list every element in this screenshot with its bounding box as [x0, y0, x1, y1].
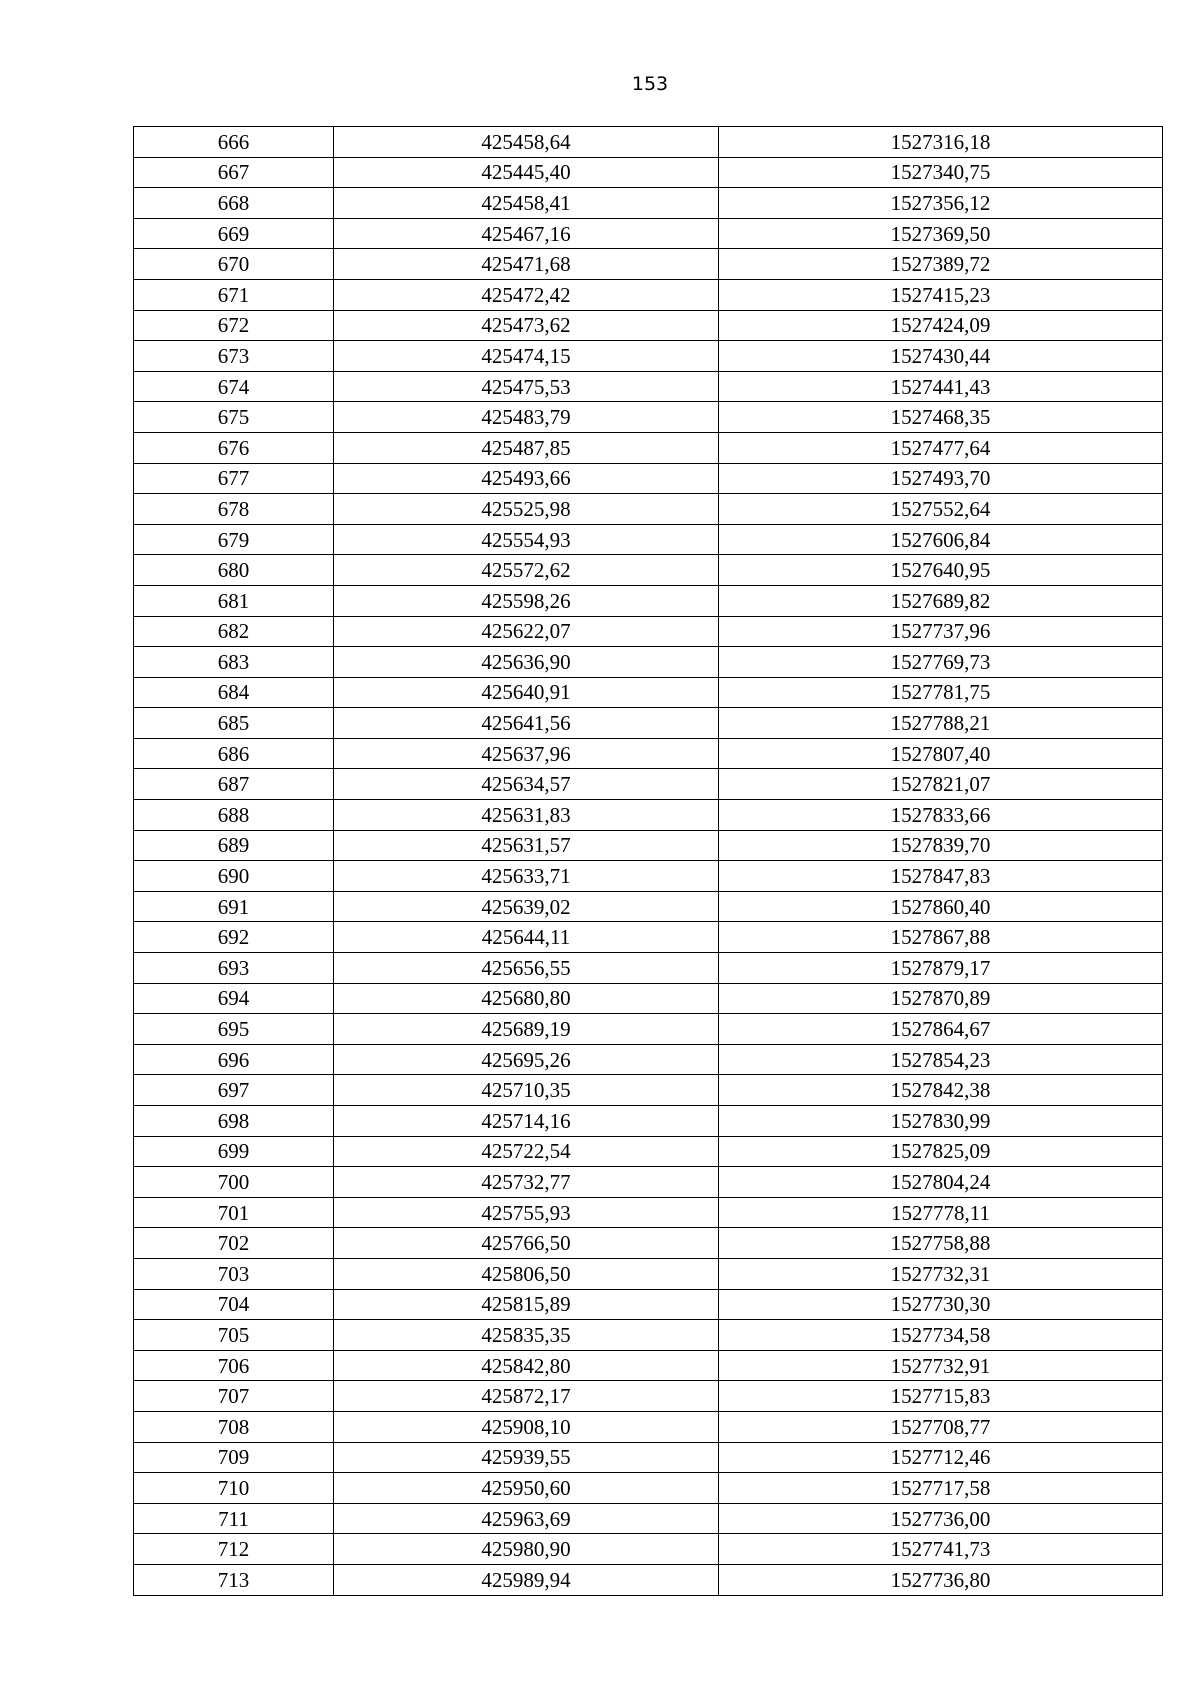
y-coordinate-cell: 1527477,64 — [719, 432, 1163, 463]
y-coordinate-cell: 1527689,82 — [719, 585, 1163, 616]
y-coordinate-cell: 1527870,89 — [719, 983, 1163, 1014]
y-coordinate-cell: 1527441,43 — [719, 371, 1163, 402]
y-coordinate-cell: 1527758,88 — [719, 1228, 1163, 1259]
table-row — [134, 769, 1163, 800]
point-number-cell: 712 — [134, 1534, 334, 1565]
x-coordinate-cell: 425473,62 — [334, 310, 719, 341]
y-coordinate-cell: 1527860,40 — [719, 891, 1163, 922]
point-number-cell: 694 — [134, 983, 334, 1014]
point-number-cell: 689 — [134, 830, 334, 861]
point-number-cell: 675 — [134, 402, 334, 433]
x-coordinate-cell: 425939,55 — [334, 1442, 719, 1473]
y-coordinate-cell: 1527833,66 — [719, 800, 1163, 831]
y-coordinate-cell: 1527356,12 — [719, 188, 1163, 219]
point-number-cell: 709 — [134, 1442, 334, 1473]
x-coordinate-cell: 425908,10 — [334, 1411, 719, 1442]
x-coordinate-cell: 425815,89 — [334, 1289, 719, 1320]
x-coordinate-cell: 425467,16 — [334, 218, 719, 249]
point-number-cell: 691 — [134, 891, 334, 922]
table-row — [134, 1381, 1163, 1412]
point-number-cell: 690 — [134, 861, 334, 892]
x-coordinate-cell: 425722,54 — [334, 1136, 719, 1167]
table-row — [134, 677, 1163, 708]
table-row — [134, 1258, 1163, 1289]
table-row — [134, 1106, 1163, 1137]
point-number-cell: 669 — [134, 218, 334, 249]
point-number-cell: 693 — [134, 953, 334, 984]
y-coordinate-cell: 1527717,58 — [719, 1473, 1163, 1504]
table-row — [134, 279, 1163, 310]
page-number: 153 — [631, 73, 669, 95]
x-coordinate-cell: 425689,19 — [334, 1014, 719, 1045]
y-coordinate-cell: 1527316,18 — [719, 127, 1163, 158]
x-coordinate-cell: 425631,83 — [334, 800, 719, 831]
point-number-cell: 681 — [134, 585, 334, 616]
point-number-cell: 673 — [134, 341, 334, 372]
x-coordinate-cell: 425989,94 — [334, 1564, 719, 1595]
y-coordinate-cell: 1527847,83 — [719, 861, 1163, 892]
y-coordinate-cell: 1527468,35 — [719, 402, 1163, 433]
table-row — [134, 1411, 1163, 1442]
point-number-cell: 676 — [134, 432, 334, 463]
x-coordinate-cell: 425680,80 — [334, 983, 719, 1014]
table-row — [134, 402, 1163, 433]
y-coordinate-cell: 1527804,24 — [719, 1167, 1163, 1198]
x-coordinate-cell: 425695,26 — [334, 1044, 719, 1075]
table-row — [134, 738, 1163, 769]
x-coordinate-cell: 425766,50 — [334, 1228, 719, 1259]
x-coordinate-cell: 425980,90 — [334, 1534, 719, 1565]
table-row — [134, 494, 1163, 525]
y-coordinate-cell: 1527807,40 — [719, 738, 1163, 769]
y-coordinate-cell: 1527640,95 — [719, 555, 1163, 586]
y-coordinate-cell: 1527839,70 — [719, 830, 1163, 861]
y-coordinate-cell: 1527712,46 — [719, 1442, 1163, 1473]
table-row — [134, 1442, 1163, 1473]
point-number-cell: 695 — [134, 1014, 334, 1045]
y-coordinate-cell: 1527715,83 — [719, 1381, 1163, 1412]
y-coordinate-cell: 1527854,23 — [719, 1044, 1163, 1075]
table-row — [134, 891, 1163, 922]
point-number-cell: 713 — [134, 1564, 334, 1595]
y-coordinate-cell: 1527606,84 — [719, 524, 1163, 555]
table-row — [134, 1167, 1163, 1198]
y-coordinate-cell: 1527879,17 — [719, 953, 1163, 984]
table-row — [134, 983, 1163, 1014]
x-coordinate-cell: 425633,71 — [334, 861, 719, 892]
point-number-cell: 697 — [134, 1075, 334, 1106]
table-row — [134, 830, 1163, 861]
x-coordinate-cell: 425525,98 — [334, 494, 719, 525]
y-coordinate-cell: 1527867,88 — [719, 922, 1163, 953]
x-coordinate-cell: 425472,42 — [334, 279, 719, 310]
y-coordinate-cell: 1527781,75 — [719, 677, 1163, 708]
table-row — [134, 310, 1163, 341]
point-number-cell: 670 — [134, 249, 334, 280]
x-coordinate-cell: 425714,16 — [334, 1106, 719, 1137]
x-coordinate-cell: 425641,56 — [334, 708, 719, 739]
point-number-cell: 708 — [134, 1411, 334, 1442]
table-row — [134, 953, 1163, 984]
y-coordinate-cell: 1527732,31 — [719, 1258, 1163, 1289]
table-row — [134, 249, 1163, 280]
x-coordinate-cell: 425631,57 — [334, 830, 719, 861]
x-coordinate-cell: 425634,57 — [334, 769, 719, 800]
table-row — [134, 127, 1163, 158]
y-coordinate-cell: 1527821,07 — [719, 769, 1163, 800]
x-coordinate-cell: 425872,17 — [334, 1381, 719, 1412]
point-number-cell: 687 — [134, 769, 334, 800]
point-number-cell: 677 — [134, 463, 334, 494]
table-row — [134, 371, 1163, 402]
y-coordinate-cell: 1527415,23 — [719, 279, 1163, 310]
y-coordinate-cell: 1527864,67 — [719, 1014, 1163, 1045]
x-coordinate-cell: 425842,80 — [334, 1350, 719, 1381]
x-coordinate-cell: 425487,85 — [334, 432, 719, 463]
x-coordinate-cell: 425656,55 — [334, 953, 719, 984]
x-coordinate-cell: 425598,26 — [334, 585, 719, 616]
x-coordinate-cell: 425637,96 — [334, 738, 719, 769]
point-number-cell: 705 — [134, 1320, 334, 1351]
coordinates-table-body — [134, 127, 1163, 1596]
table-row — [134, 188, 1163, 219]
point-number-cell: 668 — [134, 188, 334, 219]
x-coordinate-cell: 425710,35 — [334, 1075, 719, 1106]
point-number-cell: 685 — [134, 708, 334, 739]
table-row — [134, 1320, 1163, 1351]
point-number-cell: 684 — [134, 677, 334, 708]
y-coordinate-cell: 1527730,30 — [719, 1289, 1163, 1320]
table-row — [134, 1075, 1163, 1106]
point-number-cell: 679 — [134, 524, 334, 555]
x-coordinate-cell: 425493,66 — [334, 463, 719, 494]
table-row — [134, 1534, 1163, 1565]
table-row — [134, 1044, 1163, 1075]
point-number-cell: 674 — [134, 371, 334, 402]
y-coordinate-cell: 1527424,09 — [719, 310, 1163, 341]
point-number-cell: 683 — [134, 647, 334, 678]
x-coordinate-cell: 425471,68 — [334, 249, 719, 280]
point-number-cell: 706 — [134, 1350, 334, 1381]
y-coordinate-cell: 1527778,11 — [719, 1197, 1163, 1228]
x-coordinate-cell: 425963,69 — [334, 1503, 719, 1534]
x-coordinate-cell: 425644,11 — [334, 922, 719, 953]
table-row — [134, 555, 1163, 586]
point-number-cell: 688 — [134, 800, 334, 831]
y-coordinate-cell: 1527842,38 — [719, 1075, 1163, 1106]
y-coordinate-cell: 1527734,58 — [719, 1320, 1163, 1351]
y-coordinate-cell: 1527825,09 — [719, 1136, 1163, 1167]
point-number-cell: 702 — [134, 1228, 334, 1259]
x-coordinate-cell: 425483,79 — [334, 402, 719, 433]
table-row — [134, 524, 1163, 555]
table-row — [134, 463, 1163, 494]
y-coordinate-cell: 1527552,64 — [719, 494, 1163, 525]
table-row — [134, 1136, 1163, 1167]
x-coordinate-cell: 425554,93 — [334, 524, 719, 555]
table-row — [134, 616, 1163, 647]
y-coordinate-cell: 1527369,50 — [719, 218, 1163, 249]
x-coordinate-cell: 425474,15 — [334, 341, 719, 372]
x-coordinate-cell: 425732,77 — [334, 1167, 719, 1198]
table-row — [134, 585, 1163, 616]
table-row — [134, 922, 1163, 953]
table-row — [134, 1473, 1163, 1504]
y-coordinate-cell: 1527389,72 — [719, 249, 1163, 280]
table-row — [134, 800, 1163, 831]
point-number-cell: 686 — [134, 738, 334, 769]
x-coordinate-cell: 425458,64 — [334, 127, 719, 158]
table-row — [134, 1350, 1163, 1381]
table-row — [134, 432, 1163, 463]
point-number-cell: 671 — [134, 279, 334, 310]
y-coordinate-cell: 1527430,44 — [719, 341, 1163, 372]
y-coordinate-cell: 1527769,73 — [719, 647, 1163, 678]
point-number-cell: 710 — [134, 1473, 334, 1504]
x-coordinate-cell: 425475,53 — [334, 371, 719, 402]
y-coordinate-cell: 1527340,75 — [719, 157, 1163, 188]
point-number-cell: 698 — [134, 1106, 334, 1137]
table-row — [134, 861, 1163, 892]
point-number-cell: 701 — [134, 1197, 334, 1228]
y-coordinate-cell: 1527708,77 — [719, 1411, 1163, 1442]
point-number-cell: 699 — [134, 1136, 334, 1167]
x-coordinate-cell: 425640,91 — [334, 677, 719, 708]
x-coordinate-cell: 425572,62 — [334, 555, 719, 586]
y-coordinate-cell: 1527493,70 — [719, 463, 1163, 494]
y-coordinate-cell: 1527830,99 — [719, 1106, 1163, 1137]
x-coordinate-cell: 425622,07 — [334, 616, 719, 647]
x-coordinate-cell: 425755,93 — [334, 1197, 719, 1228]
x-coordinate-cell: 425950,60 — [334, 1473, 719, 1504]
y-coordinate-cell: 1527737,96 — [719, 616, 1163, 647]
table-row — [134, 341, 1163, 372]
point-number-cell: 682 — [134, 616, 334, 647]
table-row — [134, 1228, 1163, 1259]
table-row — [134, 157, 1163, 188]
table-row — [134, 647, 1163, 678]
table-row — [134, 218, 1163, 249]
y-coordinate-cell: 1527732,91 — [719, 1350, 1163, 1381]
point-number-cell: 680 — [134, 555, 334, 586]
x-coordinate-cell: 425445,40 — [334, 157, 719, 188]
point-number-cell: 678 — [134, 494, 334, 525]
x-coordinate-cell: 425806,50 — [334, 1258, 719, 1289]
point-number-cell: 700 — [134, 1167, 334, 1198]
point-number-cell: 666 — [134, 127, 334, 158]
table-row — [134, 1289, 1163, 1320]
point-number-cell: 707 — [134, 1381, 334, 1412]
table-row — [134, 1197, 1163, 1228]
table-row — [134, 1014, 1163, 1045]
table-row — [134, 1503, 1163, 1534]
table-row — [134, 1564, 1163, 1595]
y-coordinate-cell: 1527736,80 — [719, 1564, 1163, 1595]
y-coordinate-cell: 1527741,73 — [719, 1534, 1163, 1565]
coordinates-table — [133, 126, 1163, 1596]
x-coordinate-cell: 425835,35 — [334, 1320, 719, 1351]
point-number-cell: 696 — [134, 1044, 334, 1075]
table-row — [134, 708, 1163, 739]
y-coordinate-cell: 1527736,00 — [719, 1503, 1163, 1534]
y-coordinate-cell: 1527788,21 — [719, 708, 1163, 739]
point-number-cell: 692 — [134, 922, 334, 953]
x-coordinate-cell: 425458,41 — [334, 188, 719, 219]
point-number-cell: 672 — [134, 310, 334, 341]
point-number-cell: 704 — [134, 1289, 334, 1320]
point-number-cell: 711 — [134, 1503, 334, 1534]
x-coordinate-cell: 425636,90 — [334, 647, 719, 678]
x-coordinate-cell: 425639,02 — [334, 891, 719, 922]
point-number-cell: 703 — [134, 1258, 334, 1289]
point-number-cell: 667 — [134, 157, 334, 188]
